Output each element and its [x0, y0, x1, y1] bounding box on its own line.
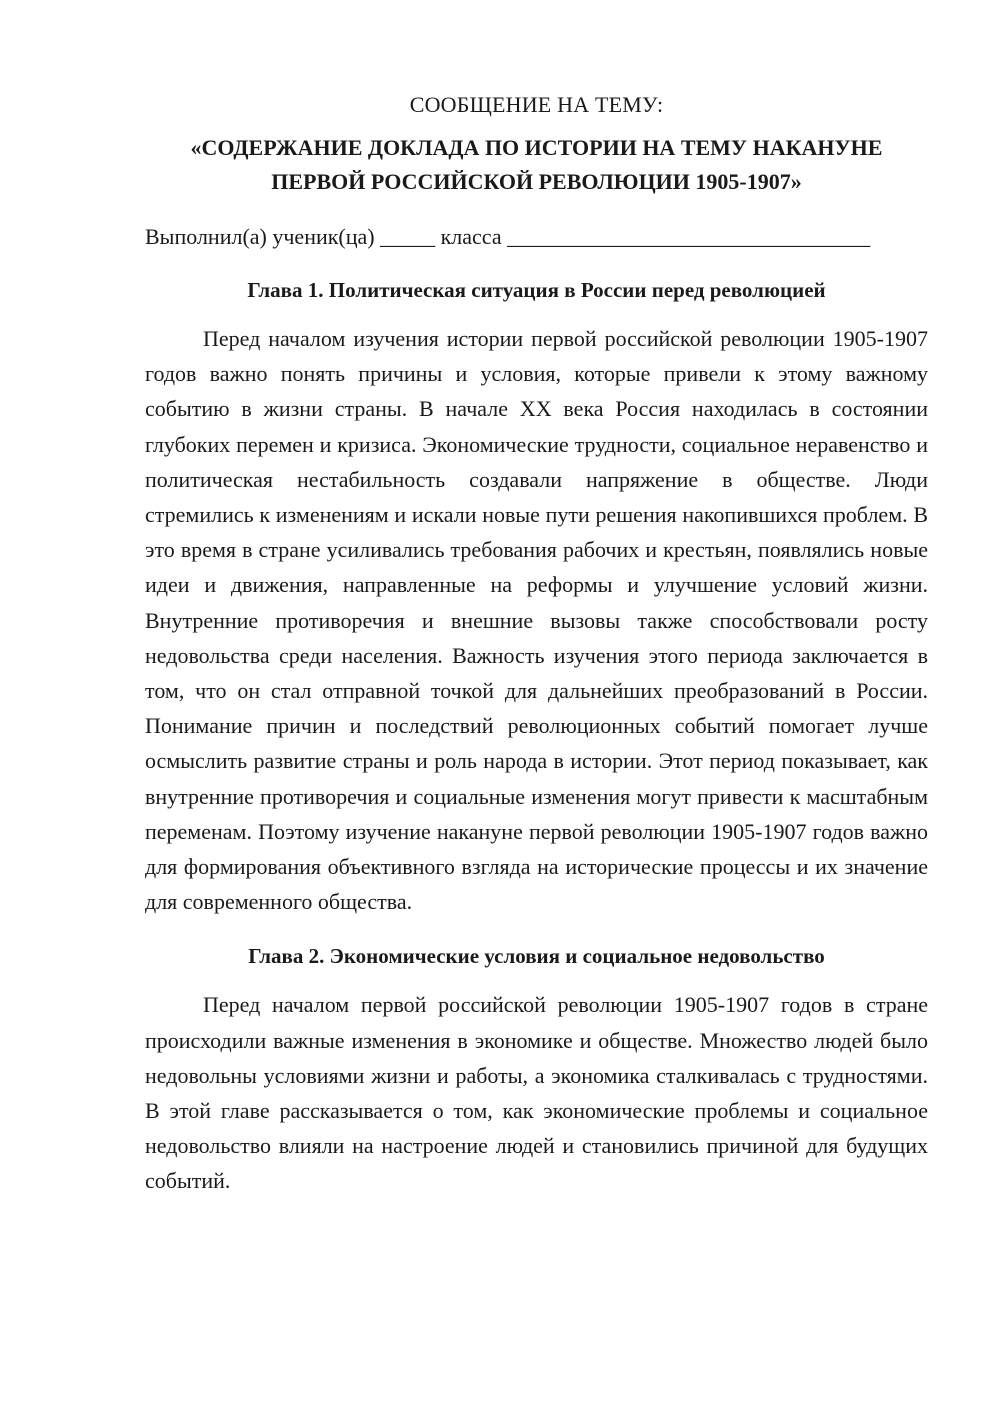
topic-label: СООБЩЕНИЕ НА ТЕМУ: — [409, 92, 664, 117]
chapter-1-heading: Глава 1. Политическая ситуация в России перед революцией — [247, 278, 826, 302]
document-body — [145, 88, 928, 1219]
chapter-2-paragraph: Перед началом первой российской революции 1905-1907 годов в стране происходили важные изменения в экономике и обществе. Множество людей было недовольны условиями жизни и работы, а экономика сталкивалась с трудностями. В этой главе рассказывается о том, как экономические проблемы и социальное недовольство влияли на настроение людей и становились причиной для будущих событий. — [145, 992, 928, 1194]
document-title: «СОДЕРЖАНИЕ ДОКЛАДА ПО ИСТОРИИ НА ТЕМУ НАКАНУНЕ ПЕРВОЙ РОССИЙСКОЙ РЕВОЛЮЦИИ 1905-1907» — [190, 135, 883, 194]
chapter-2-heading: Глава 2. Экономические условия и социальное недовольство — [248, 944, 825, 969]
chapter-1-paragraph: Перед началом изучения истории первой российской революции 1905-1907 годов важно понять причины и условия, которые привели к этому важному событию в жизни страны. В начале XX века Россия находилась в состоянии глубоких перемен и кризиса. Экономические трудности, социальное неравенство и политическая нестабильность создавали напряжение в обществе. Люди стремились к изменениям и искали новые пути решения накопившихся проблем. В это время в стране усиливались требования рабочих и крестьян, появлялись новые идеи и движения, направленные на реформы и улучшение условий жизни. Внутренние противоречия и внешние вызовы также способствовали росту недовольства среди населения. Важность изучения этого периода заключается в том, что он стал отправной точкой для дальнейших преобразований в России. Понимание причин и последствий революционных событий помогает лучше осмыслить развитие страны и роль народа в истории. Этот период показывает, как внутренние противоречия и социальные изменения могут привести к масштабным переменам. Поэтому изучение накануне первой революции 1905-1907 годов важно для формирования объективного взгляда на исторические процессы и их значение для современного общества. — [145, 326, 928, 915]
author-line: Выполнил(а) ученик(ца) _____ класса _________________________________ — [145, 224, 871, 249]
